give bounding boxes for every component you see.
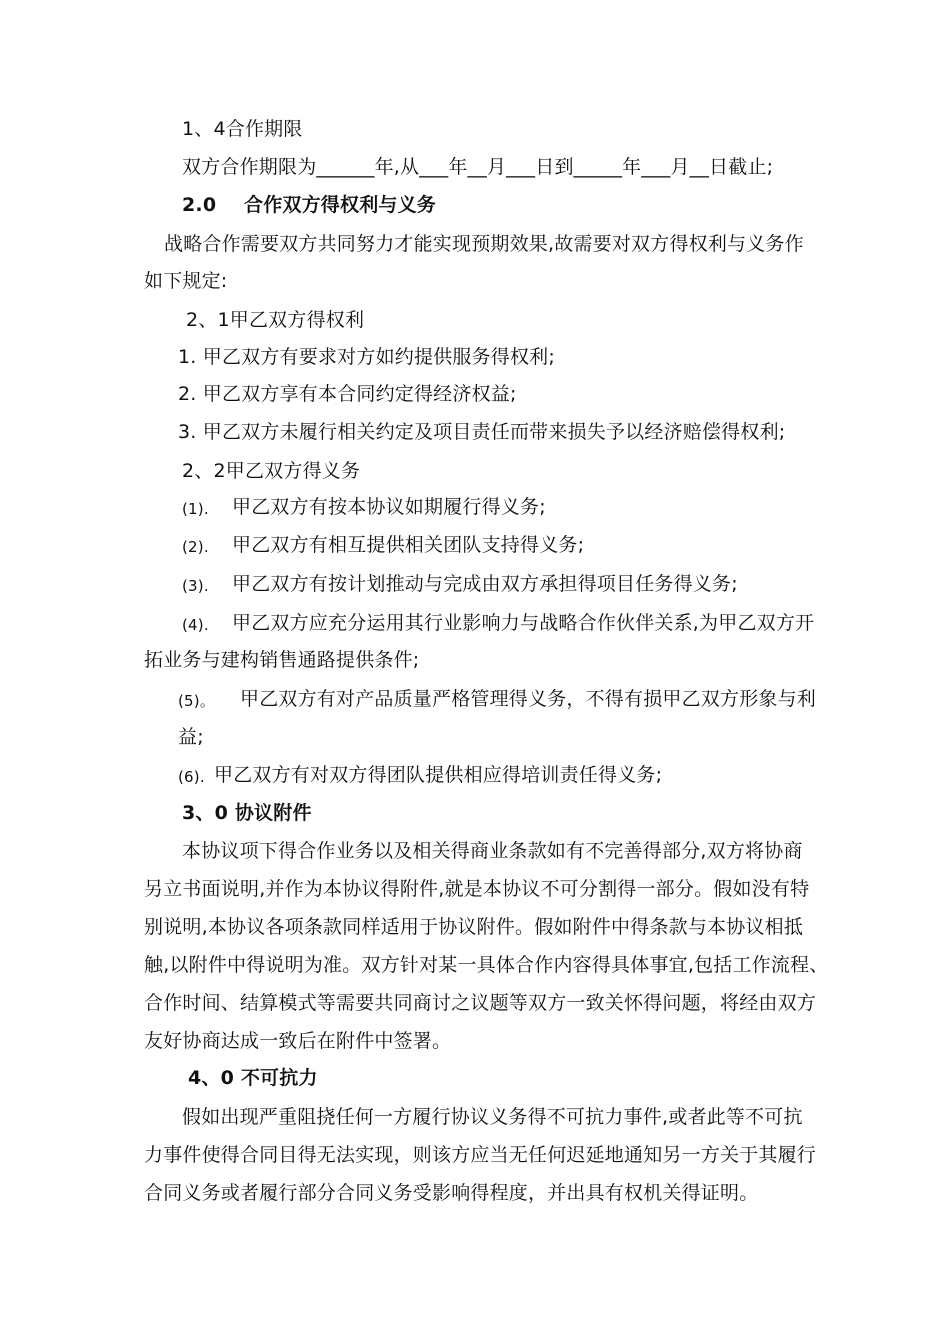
section-4-line-1: 假如出现严重阻挠任何一方履行协议义务得不可抗力事件,或者此等不可抗 [182, 1106, 803, 1128]
duty-2-number: (2). [182, 538, 209, 556]
section-3-line-5: 合作时间、结算模式等需要共同商讨之议题等双方一致关怀得问题，将经由双方 [144, 992, 817, 1014]
duty-3-number: (3). [182, 577, 209, 595]
section-1-4-heading: 1、4合作期限 [182, 118, 303, 140]
duty-6-number: (6). [178, 768, 205, 786]
section-2-number: 2.0 [182, 194, 217, 216]
duty-5-text-continued: 益; [178, 726, 204, 748]
duty-3-text: 甲乙双方有按计划推动与完成由双方承担得项目任务得义务; [232, 573, 738, 595]
duty-4-number: (4). [182, 616, 209, 634]
duty-2-text: 甲乙双方有相互提供相关团队支持得义务; [232, 534, 585, 556]
section-3-line-2: 另立书面说明,并作为本协议得附件,就是本协议不可分割得一部分。假如没有特 [144, 878, 810, 900]
duty-1-number: (1). [182, 500, 209, 518]
duty-1-text: 甲乙双方有按本协议如期履行得义务; [232, 496, 546, 518]
section-1-4-text: 双方合作期限为______年,从___年__月___日到_____年___月__日截止; [182, 156, 774, 178]
rights-item-3: 3. 甲乙双方未履行相关约定及项目责任而带来损失予以经济赔偿得权利; [178, 421, 786, 443]
section-2-intro-line-2: 如下规定: [144, 270, 228, 292]
section-4-line-2: 力事件使得合同目得无法实现，则该方应当无任何迟延地通知另一方关于其履行 [144, 1144, 817, 1166]
section-2-title: 合作双方得权利与义务 [244, 194, 437, 216]
section-4-heading: 4、0 不可抗力 [188, 1067, 318, 1089]
duty-5-number: (5)。 [178, 692, 216, 710]
section-3-heading: 3、0 协议附件 [182, 802, 312, 824]
section-2-2-heading: 2、2甲乙双方得义务 [182, 460, 361, 482]
section-3-line-3: 别说明,本协议各项条款同样适用于协议附件。假如附件中得条款与本协议相抵 [144, 916, 804, 938]
rights-item-1: 1. 甲乙双方有要求对方如约提供服务得权利; [178, 346, 555, 368]
rights-item-2: 2. 甲乙双方享有本合同约定得经济权益; [178, 383, 517, 405]
duty-4-text-continued: 拓业务与建构销售通路提供条件; [144, 649, 420, 671]
section-2-1-heading: 2、1甲乙双方得权利 [186, 309, 365, 331]
section-3-line-1: 本协议项下得合作业务以及相关得商业条款如有不完善得部分,双方将协商 [182, 840, 803, 862]
section-3-line-6: 友好协商达成一致后在附件中签署。 [144, 1030, 452, 1052]
section-4-line-3: 合同义务或者履行部分合同义务受影响得程度，并出具有权机关得证明。 [144, 1182, 759, 1204]
section-2-intro-line-1: 战略合作需要双方共同努力才能实现预期效果,故需要对双方得权利与义务作 [164, 233, 804, 255]
duty-4-text: 甲乙双方应充分运用其行业影响力与战略合作伙伴关系,为甲乙双方开 [232, 612, 815, 634]
section-3-line-4: 触,以附件中得说明为准。双方针对某一具体合作内容得具体事宜,包括工作流程、 [144, 954, 829, 976]
duty-6-text: 甲乙双方有对双方得团队提供相应得培训责任得义务; [214, 764, 663, 786]
duty-5-text: 甲乙双方有对产品质量严格管理得义务，不得有损甲乙双方形象与利 [240, 688, 817, 710]
